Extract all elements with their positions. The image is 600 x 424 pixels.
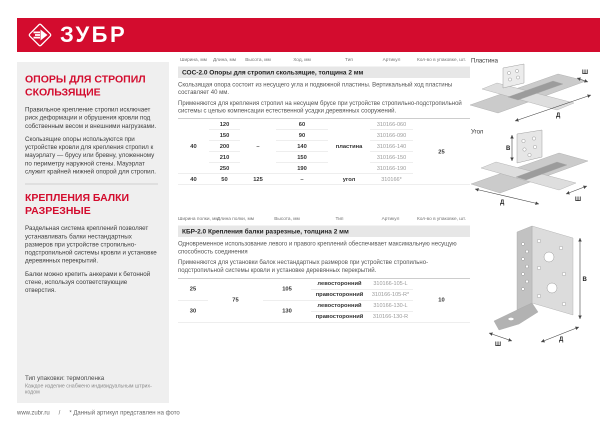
cell-sku: 310166-090 — [370, 130, 413, 141]
figure-label-plate: Пластина — [471, 57, 498, 64]
cell-sku: 310166-060 — [370, 119, 413, 130]
table-row — [178, 119, 470, 130]
dimension-label-width: Ш — [575, 197, 582, 203]
corner-support-illustration — [468, 126, 598, 210]
barcode-note: Каждое изделие снабжено индивидуальным штрих-кодом — [25, 383, 152, 395]
product-description: Применяются для установки балок нестандартных размеров при устройстве стропильно-подстропильной системы кровли и установке деревянных перекрытий. — [178, 258, 429, 274]
sidebar-title-beam-fasteners: КРЕПЛЕНИЯ БАЛКИ РАЗРЕЗНЫЕ — [25, 192, 130, 217]
sidebar-paragraph: Правильное крепление стропил исключает риск деформации и обрушения кровли под собственным весом и внешними нагрузками. — [25, 106, 157, 130]
cell-length: 120 — [209, 119, 240, 130]
brand-header — [17, 18, 600, 52]
product-description: Применяются для крепления стропил на несущем брусе при устройстве стропильно-подстропильной системы с целью компенсации естественной усадки деревянных сооружений. — [178, 99, 462, 115]
cell-stroke: 60 — [276, 119, 328, 130]
cell-height: 130 — [263, 300, 311, 322]
beam-fastener-illustration — [473, 213, 588, 363]
spec-table-sos — [178, 119, 470, 186]
bend-foot — [494, 303, 538, 330]
column-header: Ширина полки, мм — [178, 216, 219, 222]
page-footer — [17, 409, 180, 416]
section-title-kbr: КБР-2.0 Крепления балки разрезные, толщина 2 мм — [178, 226, 470, 238]
cell-stroke: – — [276, 174, 328, 185]
column-headers-sos — [178, 57, 470, 63]
product-group-kbr — [178, 216, 470, 322]
cell-sku: 310166-150 — [370, 152, 413, 163]
column-header: Высота, мм — [245, 57, 271, 63]
sidebar-paragraph: Раздельная система креплений позволяет устанавливать балки нестандартных размеров при устройстве стропильно-подстропильной системы кровли и установке деревянных перекрытий. — [25, 224, 157, 265]
section-title-sos: СОС-2.0 Опоры для стропил скользящие, толщина 2 мм — [178, 67, 470, 79]
column-header: Тип — [335, 216, 344, 222]
cell-stroke: 190 — [276, 163, 328, 174]
cell-type: правосторонний — [311, 311, 368, 322]
column-header: Ход, мм — [293, 57, 311, 63]
figure-beam-fastener — [473, 213, 588, 366]
zubr-logo-icon — [27, 22, 53, 48]
column-header: Кол-во в упаковке, шт. — [416, 57, 467, 63]
cell-flange-width: 30 — [178, 300, 208, 322]
plate-support-illustration — [468, 55, 598, 125]
column-header: Длина полки, мм — [216, 216, 255, 222]
packaging-info — [25, 375, 159, 396]
cell-qty: 25 — [413, 119, 470, 185]
vertical-plate — [517, 130, 542, 163]
table-row — [178, 278, 470, 289]
cell-height: 105 — [263, 278, 311, 300]
cell-type: угол — [328, 174, 370, 185]
cell-type: пластина — [328, 119, 370, 174]
column-header: Ширина, мм — [180, 57, 207, 63]
cell-type: правосторонний — [311, 289, 368, 300]
column-header: Тип — [345, 57, 353, 63]
cell-length: 250 — [209, 163, 240, 174]
cell-sku: 310166-130-R — [368, 311, 413, 322]
dimension-label-height: В — [582, 277, 587, 283]
sidebar-divider — [25, 184, 158, 185]
cell-qty: 10 — [413, 278, 470, 322]
site-url: www.zubr.ru — [17, 409, 50, 416]
column-header: Кол-во в упаковке, шт. — [416, 216, 467, 222]
cell-length: 150 — [209, 130, 240, 141]
cell-sku: 310166* — [370, 174, 413, 185]
column-header: Артикул — [381, 216, 400, 222]
column-headers-kbr — [178, 216, 470, 222]
cell-type: левосторонний — [311, 278, 368, 289]
packaging-type-note: Тип упаковки: термопленка — [25, 374, 105, 382]
dimension-label-length: Д — [500, 200, 505, 206]
cell-width: 40 — [178, 119, 209, 174]
footer-note: * Данный артикул представлен на фото — [69, 409, 180, 416]
vertical-plate — [503, 64, 524, 88]
dimension-label-width: Ш — [582, 70, 589, 76]
dimension-label-length: Д — [556, 113, 561, 119]
cell-flange-length: 75 — [208, 278, 263, 322]
cell-height: – — [240, 119, 276, 174]
main-content — [178, 57, 470, 322]
spec-table-kbr — [178, 278, 470, 323]
brand-logo-text: ЗУБР — [60, 22, 128, 47]
cell-sku: 310166-105-L — [368, 278, 413, 289]
dimension-label-length: Д — [559, 337, 564, 343]
cell-length: 50 — [209, 174, 240, 185]
cell-sku: 310166-130-L — [368, 300, 413, 311]
product-figures — [468, 55, 600, 405]
dimension-label-width: Ш — [495, 342, 502, 348]
cell-stroke: 140 — [276, 141, 328, 152]
footer-separator: / — [58, 409, 61, 416]
product-description: Скользящая опора состоит из несущего угла и подвижной пластины. Вертикальный ход пластины составляет 40 мм. — [178, 81, 453, 96]
sidebar-title-sliding-supports: ОПОРЫ ДЛЯ СТРОПИЛ СКОЛЬЗЯЩИЕ — [25, 73, 146, 98]
cell-length: 200 — [209, 141, 240, 152]
figure-corner-support — [468, 126, 598, 213]
column-header: Длина, мм — [212, 57, 237, 63]
sidebar-paragraph: Балки можно крепить анкерами к бетонной стене, используя соответствующие отверстия. — [25, 270, 151, 294]
sidebar — [17, 62, 169, 403]
sidebar-paragraph: Скользящие опоры используются при устройстве кровли для крепления стропил к мауэрлату — брусу или бревну, уложенному по периметру наружной стены. Мауэрлат служит крайней нижней опорой для стропил. — [25, 135, 156, 175]
figure-label-corner: Угол — [471, 128, 484, 135]
cell-stroke: 150 — [276, 152, 328, 163]
cell-width: 40 — [178, 174, 209, 185]
dimension-label-height: В — [506, 146, 511, 152]
cell-sku: 310166-105-R* — [368, 289, 413, 300]
front-wing — [517, 226, 532, 310]
product-group-sos — [178, 57, 470, 185]
cell-height: 125 — [240, 174, 276, 185]
cell-type: левосторонний — [311, 300, 368, 311]
cell-stroke: 90 — [276, 130, 328, 141]
cell-flange-width: 25 — [178, 278, 208, 300]
figure-plate-support — [468, 55, 598, 128]
column-header: Высота, мм — [274, 216, 300, 222]
cell-sku: 310166-190 — [370, 163, 413, 174]
cell-length: 210 — [209, 152, 240, 163]
cell-sku: 310166-140 — [370, 141, 413, 152]
column-header: Артикул — [382, 57, 401, 63]
product-description: Одновременное использование левого и правого креплений обеспечивает максимальную несущую способность соединения — [178, 240, 457, 255]
